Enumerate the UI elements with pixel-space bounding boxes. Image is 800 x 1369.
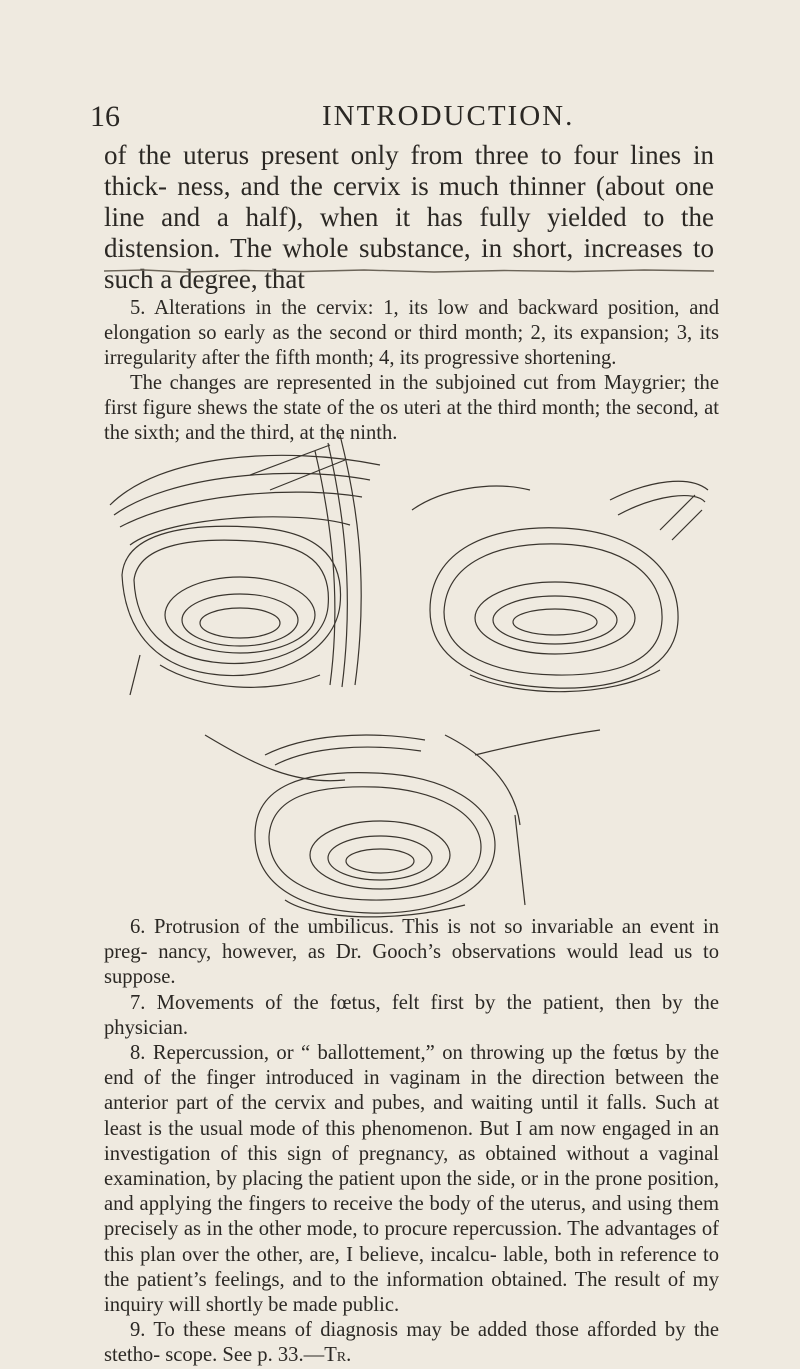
figure-os-uteri-third-month bbox=[100, 415, 400, 705]
footnote-item-8: 8. Repercussion, or “ ballottement,” on throwing up the fœtus by the end of the finger introduced in vaginam in the direction between the anterior part of the cervix and pubes, and waiting until it falls. Such at least is the usual mode of this phenomenon. But I am now engaged in an investigation of this sign of pregnancy, as obtained without a vaginal examination, by placing the patient upon the side, or in the prone position, and applying the fingers to receive the body of the uterus, and using them precisely as in the other mode, to procure repercussion. The advantages of this plan over the other, are, I believe, incalcu- lable, both in reference to the patient’s feelings, and to the information obtained. The result of my inquiry will shortly be made public. bbox=[104, 1042, 719, 1317]
running-head: INTRODUCTION. bbox=[322, 100, 575, 132]
continued-paragraph: of the uterus present only from three to four lines in thick- ness, and the cervix is much thinner (about one line and a half), when it has fully yielded to the distension. The whole substance, in short, increases to such a degree, that bbox=[104, 140, 714, 294]
footnote-item-9-text: 9. To these means of diagnosis may be added those afforded by the stetho- scope. See p. 33.— bbox=[104, 1319, 719, 1367]
footnote-item-9 bbox=[104, 1318, 719, 1368]
page-number: 16 bbox=[90, 100, 120, 133]
page-header bbox=[90, 100, 720, 140]
translator-signature: Tr. bbox=[324, 1344, 352, 1367]
figure-os-uteri-sixth-month bbox=[410, 470, 710, 700]
section-divider bbox=[104, 268, 714, 274]
footnote-item-5: 5. Alterations in the cervix: 1, its low and backward position, and elongation so early as the second or third month; 2, its expansion; 3, its irregularity after the fifth month; 4, its progressive shortening. bbox=[104, 297, 719, 369]
footnote-item-7: 7. Movements of the fœtus, felt first by the patient, then by the physician. bbox=[104, 991, 719, 1039]
figures-caption: The changes are represented in the subjoined cut from Maygrier; the first figure shews the state of the os uteri at the third month; the second, at the sixth; and the third, at the ninth. bbox=[104, 372, 719, 444]
figure-os-uteri-ninth-month bbox=[195, 725, 605, 925]
footnote-item-6: 6. Protrusion of the umbilicus. This is not so invariable an event in preg- nancy, however, as Dr. Gooch’s observations would lead us to suppose. bbox=[104, 916, 719, 989]
footnote-bottom bbox=[104, 915, 719, 1369]
